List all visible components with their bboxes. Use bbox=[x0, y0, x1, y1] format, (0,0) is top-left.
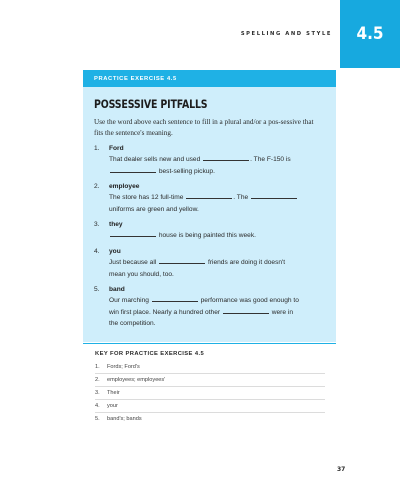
item-text: performance was good enough to bbox=[200, 297, 299, 305]
item-text: win first place. Nearly a hundred other bbox=[109, 308, 221, 316]
item-number: 5. bbox=[94, 286, 100, 293]
item-word: band bbox=[109, 286, 125, 293]
item-number: 2. bbox=[94, 183, 100, 190]
item-text: . The F-150 is bbox=[250, 156, 291, 164]
answer-number: 5. bbox=[95, 416, 100, 422]
fill-blank[interactable] bbox=[251, 192, 297, 199]
exercise-instructions: Use the word above each sentence to fill in a plural and/or a pos-sessive that fits the sentence's meaning. bbox=[94, 118, 314, 137]
exercise-label: PRACTICE EXERCISE 4.5 bbox=[83, 70, 336, 87]
practice-exercise-box bbox=[83, 70, 336, 342]
item-text: the competition. bbox=[109, 320, 156, 328]
answer-text: Their bbox=[107, 390, 120, 396]
answer-row bbox=[95, 361, 325, 374]
answer-number: 3. bbox=[95, 390, 100, 396]
answer-number: 1. bbox=[95, 364, 100, 370]
fill-blank[interactable] bbox=[110, 230, 156, 237]
item-word: they bbox=[109, 221, 123, 228]
answer-key bbox=[83, 343, 336, 445]
item-word: you bbox=[109, 248, 121, 255]
item-text: mean you should, too. bbox=[109, 270, 174, 278]
section-number-badge: 4.5 bbox=[340, 0, 400, 68]
answer-number: 2. bbox=[95, 377, 100, 383]
item-text: Our marching bbox=[109, 297, 149, 305]
item-number: 1. bbox=[94, 145, 100, 152]
running-head: SPELLING AND STYLE bbox=[240, 31, 332, 37]
answer-row bbox=[95, 400, 325, 413]
item-text: were in bbox=[271, 308, 294, 316]
item-text: That dealer sells new and used bbox=[109, 156, 201, 164]
item-text: uniforms are green and yellow. bbox=[109, 205, 199, 213]
fill-blank[interactable] bbox=[203, 154, 249, 161]
fill-blank[interactable] bbox=[159, 257, 205, 264]
item-text: house is being painted this week. bbox=[158, 232, 256, 240]
item-text: best-selling pickup. bbox=[158, 167, 215, 175]
answer-row bbox=[95, 387, 325, 400]
answer-text: band's; bands bbox=[107, 416, 142, 422]
exercise-title: POSSESSIVE PITFALLS bbox=[94, 97, 208, 111]
item-number: 3. bbox=[94, 221, 100, 228]
answer-text: employees; employees' bbox=[107, 377, 166, 383]
answer-number: 4. bbox=[95, 403, 100, 409]
fill-blank[interactable] bbox=[110, 166, 156, 173]
item-text: The store has 12 full-time bbox=[109, 194, 184, 202]
fill-blank[interactable] bbox=[223, 307, 269, 314]
item-text: Just because all bbox=[109, 259, 157, 267]
item-text: friends are doing it doesn't bbox=[207, 259, 286, 267]
answer-text: your bbox=[107, 403, 118, 409]
answer-row bbox=[95, 413, 325, 426]
item-text: . The bbox=[233, 194, 249, 202]
answer-row bbox=[95, 374, 325, 387]
item-number: 4. bbox=[94, 248, 100, 255]
item-word: Ford bbox=[109, 145, 124, 152]
fill-blank[interactable] bbox=[152, 295, 198, 302]
item-word: employee bbox=[109, 183, 140, 190]
answer-key-title: KEY FOR PRACTICE EXERCISE 4.5 bbox=[95, 351, 205, 357]
fill-blank[interactable] bbox=[186, 192, 232, 199]
page-number: 37 bbox=[337, 466, 346, 473]
answer-text: Fords; Ford's bbox=[107, 364, 140, 370]
answer-key-list bbox=[95, 361, 325, 426]
